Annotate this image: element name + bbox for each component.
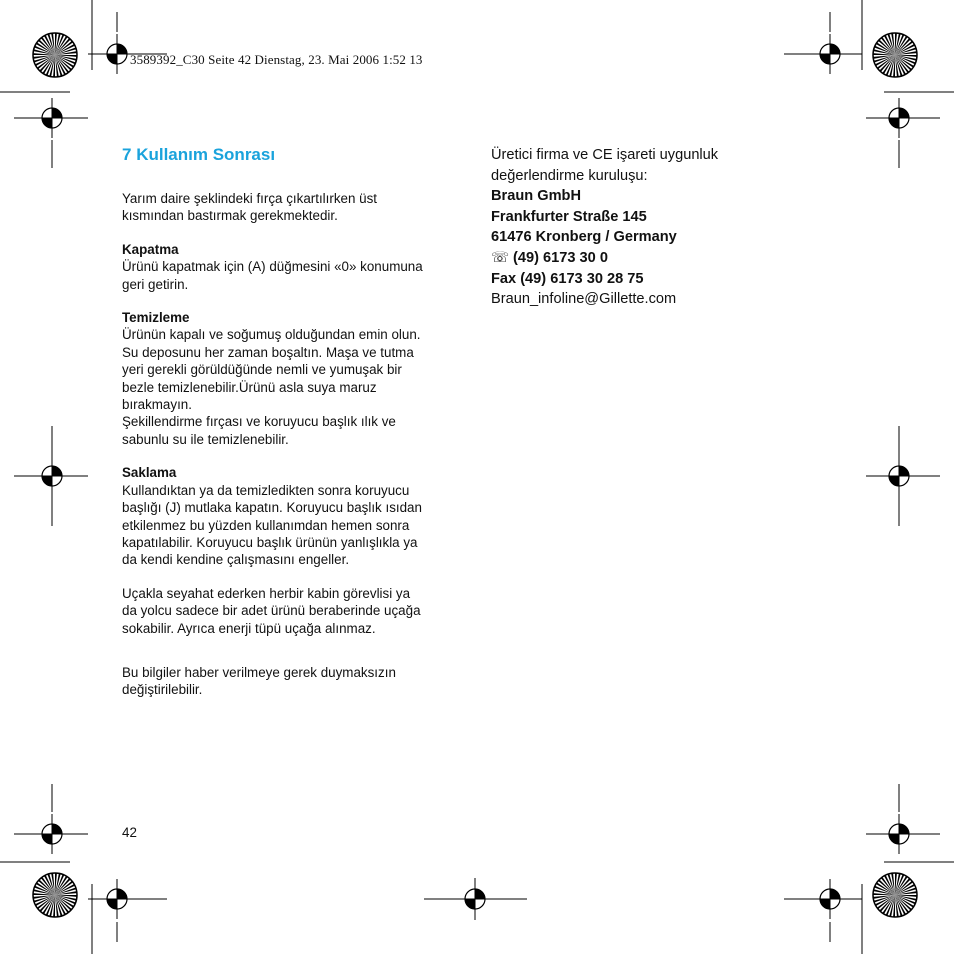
- travel-line: da yolcu sadece bir adet ürünü beraberinde uçağa: [122, 603, 421, 619]
- temizleme-line: Şekillendirme fırçası ve koruyucu başlık ılık ve: [122, 414, 396, 430]
- kapatma-line: Ürünü kapatmak için (A) düğmesini «0» konumuna: [122, 259, 423, 275]
- phone-line: [491, 248, 791, 269]
- saklama-line: etkilenmez bu yüzden kullanımdan hemen sonra: [122, 517, 410, 533]
- saklama-line: kapatılabilir. Koruyucu başlık ürünün yanlışlıkla ya: [122, 534, 418, 550]
- notice-paragraph: [122, 664, 467, 699]
- intro-paragraph: [122, 190, 467, 225]
- fax-number: Fax (49) 6173 30 28 75: [491, 270, 644, 287]
- manufacturer-intro-line: Üretici firma ve CE işareti uygunluk: [491, 147, 719, 163]
- print-header: 3589392_C30 Seite 42 Dienstag, 23. Mai 2006 1:52 13: [130, 52, 423, 67]
- left-column: [122, 144, 467, 699]
- right-column: [491, 145, 791, 310]
- page-number: 42: [122, 825, 137, 840]
- company-name: Braun GmbH: [491, 188, 581, 205]
- email-address: Braun_infoline@Gillette.com: [491, 291, 677, 308]
- kapatma-line: geri getirin.: [122, 276, 189, 292]
- temizleme-section: [122, 309, 467, 448]
- section-title-text: Kullanım Sonrası: [136, 145, 276, 164]
- company-street: Frankfurter Straße 145: [491, 208, 647, 225]
- saklama-line: başlığı (J) mutlaka kapatın. Koruyucu başlık ısıdan: [122, 500, 422, 516]
- notice-line: Bu bilgiler haber verilmeye gerek duymaksızın: [122, 664, 396, 680]
- company-city: 61476 Kronberg / Germany: [491, 229, 677, 246]
- temizleme-line: yeri gerekli görüldüğünde nemli ve yumuşak bir: [122, 362, 402, 378]
- saklama-section: [122, 464, 467, 568]
- temizleme-line: bezle temizlenebilir.Ürünü asla suya maruz: [122, 379, 377, 395]
- temizleme-line: Ürünün kapalı ve soğumuş olduğundan emin olun.: [122, 327, 421, 343]
- section-number: 7: [122, 145, 132, 164]
- section-title: [122, 144, 467, 166]
- travel-line: Uçakla seyahat ederken herbir kabin görevlisi ya: [122, 585, 411, 601]
- kapatma-heading: Kapatma: [122, 241, 179, 257]
- temizleme-line: sabunlu su ile temizlenebilir.: [122, 431, 289, 447]
- intro-line: kısmından bastırmak gerekmektedir.: [122, 208, 338, 224]
- intro-line: Yarım daire şeklindeki fırça çıkartılırken üst: [122, 191, 378, 206]
- phone-number: (49) 6173 30 0: [513, 249, 608, 266]
- telephone-icon: ☏: [491, 249, 510, 266]
- travel-line: sokabilir. Ayrıca enerji tüpü uçağa alınmaz.: [122, 620, 376, 636]
- saklama-line: Kullandıktan ya da temizledikten sonra koruyucu: [122, 482, 410, 498]
- manufacturer-intro-line: değerlendirme kuruluşu:: [491, 167, 648, 184]
- temizleme-heading: Temizleme: [122, 310, 190, 326]
- notice-line: değiştirilebilir.: [122, 682, 203, 698]
- temizleme-line: bırakmayın.: [122, 397, 192, 413]
- saklama-heading: Saklama: [122, 465, 177, 481]
- travel-paragraph: [122, 585, 467, 637]
- saklama-line: da kendi kendine çalışmasını engeller.: [122, 552, 350, 568]
- temizleme-line: Su deposunu her zaman boşaltın. Maşa ve tutma: [122, 344, 414, 360]
- kapatma-section: [122, 241, 467, 293]
